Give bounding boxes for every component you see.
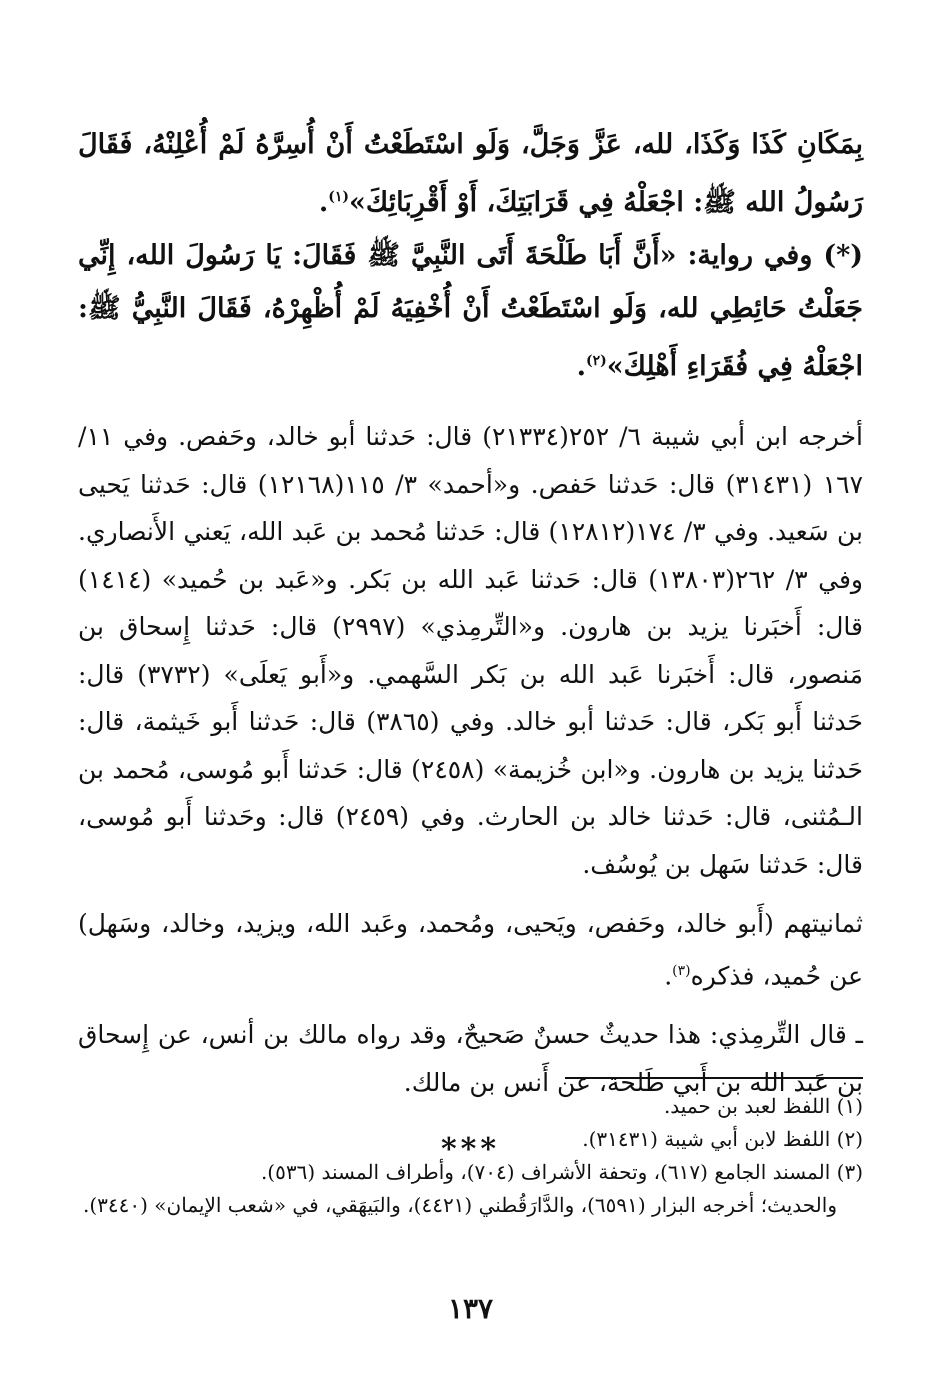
footnotes: [78, 1090, 863, 1222]
footnote-3-continued: والحديث؛ أخرجه البزار (٦٥٩١)، والدَّارَقُطني (٤٤٢١)، والبَيهَقي، في «شعب الإيمان» (٣٤٤٠).: [83, 1193, 837, 1217]
hadith-line-2-end: .: [318, 187, 329, 218]
footnote-ref-3[interactable]: (٣): [672, 962, 691, 979]
page-number: ١٣٧: [447, 1292, 494, 1325]
footnote-ref-1[interactable]: (١): [328, 189, 350, 205]
summary-end: .: [664, 960, 673, 990]
hadith-text: [78, 118, 863, 229]
footnote-3: (٣) المسند الجامع (٦١٧)، وتحفة الأشراف (٧٠٤)، وأطراف المسند (٥٣٦).: [260, 1160, 863, 1184]
takhrij-paragraph: أخرجه ابن أبي شيبة ٦/ ٢٥٢(٢١٣٣٤) قال: حَدثنا أبو خالد، وحَفص. وفي ١١/ ١٦٧ (٣١٤٣١) قال: حَدثنا حَفص. و«أحمد» ٣/ ١١٥(١٢١٦٨) قال: حَدثنا يَحيى بن سَعيد. وفي ٣/ ١٧٤(١٢٨١٢) قال: حَدثنا مُحمد بن عَبد الله، يَعني الأَنصاري. وفي ٣/ ٢٦٢(١٣٨٠٣) قال: حَدثنا عَبد الله بن بَكر. و«عَبد بن حُميد» (١٤١٤) قال: أَخبَرنا يزيد بن هارون. و«التِّرمِذي» (٢٩٩٧) قال: حَدثنا إِسحاق بن مَنصور، قال: أَخبَرنا عَبد الله بن بَكر السَّهمي. و«أَبو يَعلَى» (٣٧٣٢) قال: حَدثنا أَبو بَكر، قال: حَدثنا أبو خالد. وفي (٣٨٦٥) قال: حَدثنا أَبو خَيثمة، قال: حَدثنا يزيد بن هارون. و«ابن خُزيمة» (٢٤٥٨) قال: حَدثنا أَبو مُوسى، مُحمد بن الـمُثنى، قال: حَدثنا خالد بن الحارث. وفي (٢٤٥٩) قال: وحَدثنا أَبو مُوسى، قال: حَدثنا سَهل بن يُوسُف.: [78, 422, 864, 879]
footnote-rule: [565, 1077, 863, 1079]
footnote-ref-2[interactable]: (٢): [586, 353, 607, 369]
hadith-line-2: الله ﷺ: اجْعَلْهُ فِي قَرَابَتِكَ، أَوْ أَقْرِبَائِكَ»: [349, 187, 785, 218]
summary-paragraph: [78, 900, 863, 999]
footnote-1: (١) اللفظ لعبد بن حميد.: [663, 1094, 863, 1118]
tirmidhi-paragraph: ـ قال التِّرمِذي: هذا حديثٌ حسنٌ صَحيحٌ، وقد رواه مالك بن أنس، عن إِسحاق بن عَبد الله بن أَبي طَلحة، عن أَنس بن مالك.: [78, 1020, 863, 1097]
riwaya-text: [78, 229, 863, 393]
riwaya-body: (*) وفي رواية: «أَنَّ أَبَا طَلْحَةَ أَتَى النَّبِيَّ ﷺ فَقَالَ: يَا رَسُولَ الله، إِنِّي جَعَلْتُ حَائِطِي لله، وَلَو اسْتَطَعْتُ أَنْ أُخْفِيَهُ لَمْ أُظْهِرْهُ، فَقَالَ النَّبِيُّ ﷺ: اجْعَلْهُ فِي فُقَرَاءِ أَهْلِكَ»: [78, 240, 863, 382]
summary-body: ثمانيتهم (أَبو خالد، وحَفص، ويَحيى، ومُحمد، وعَبد الله، ويزيد، وخالد، وسَهل) عن حُميد، فذكره: [78, 909, 863, 990]
riwaya-end: .: [576, 351, 586, 382]
footnote-2: (٢) اللفظ لابن أبي شيبة (٣١٤٣١).: [582, 1127, 863, 1151]
hadith-line-1: بِمَكَانِ كَذَا وَكَذَا، لله، عَزَّ وَجَلَّ، وَلَو اسْتَطَعْتُ أَنْ أُسِرَّهُ لَمْ أُعْلِنْهُ، فَقَالَ رَسُولُ: [78, 129, 863, 218]
section-separator: ***: [440, 1132, 501, 1168]
